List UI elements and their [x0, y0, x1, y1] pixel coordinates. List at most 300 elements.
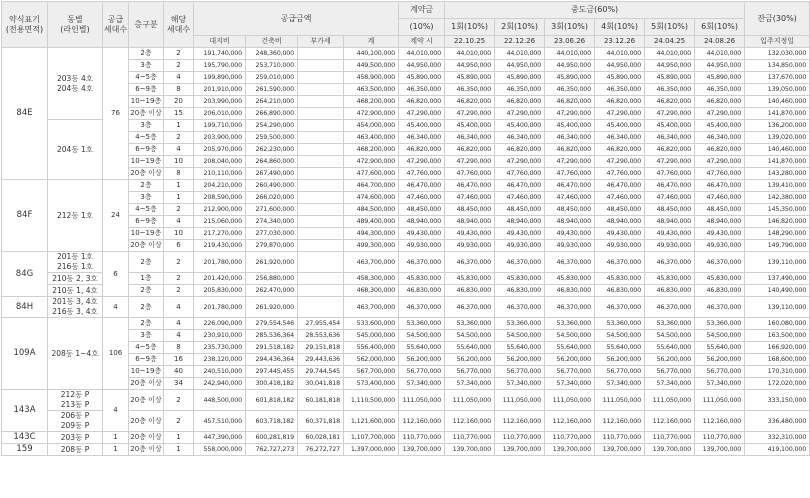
floor-cell: 20층 이상 — [129, 168, 164, 180]
contract-cell: 45,890,000 — [399, 72, 445, 84]
middle-6-cell: 46,370,000 — [695, 297, 745, 318]
land-price-cell: 212,900,000 — [194, 204, 246, 216]
contract-cell: 57,340,000 — [399, 378, 445, 390]
land-price-cell: 203,900,000 — [194, 132, 246, 144]
middle-4-cell: 47,760,000 — [595, 168, 645, 180]
middle-5-cell: 44,010,000 — [645, 48, 695, 60]
dong-line-text: 203동 4호 — [57, 73, 93, 83]
middle-4-cell: 45,400,000 — [595, 120, 645, 132]
middle-3-cell: 57,340,000 — [545, 378, 595, 390]
households-cell: 15 — [164, 108, 194, 120]
header-contract-pct: (10%) — [399, 19, 445, 36]
middle-2-cell: 111,050,000 — [495, 390, 545, 411]
land-price-cell: 204,210,000 — [194, 180, 246, 192]
total-price-cell: 463,700,000 — [344, 297, 399, 318]
floor-cell: 2층 — [129, 318, 164, 330]
middle-3-cell: 46,820,000 — [545, 96, 595, 108]
building-price-cell: 260,490,000 — [246, 180, 298, 192]
floor-cell: 10~19층 — [129, 156, 164, 168]
middle-2-cell: 56,200,000 — [495, 354, 545, 366]
middle-1-cell: 47,290,000 — [445, 156, 495, 168]
middle-5-cell: 46,370,000 — [645, 252, 695, 273]
land-price-cell: 201,780,000 — [194, 252, 246, 273]
middle-1-cell: 110,770,000 — [445, 432, 495, 444]
households-cell: 8 — [164, 342, 194, 354]
total-price-cell: 463,700,000 — [344, 252, 399, 273]
header-middle-col: 3회(10%) — [545, 19, 595, 36]
dong-line-text: 204동 1호 — [57, 144, 93, 154]
middle-3-cell: 46,350,000 — [545, 84, 595, 96]
households-cell: 4 — [164, 330, 194, 342]
total-price-cell: 1,110,500,000 — [344, 390, 399, 411]
middle-5-cell: 46,820,000 — [645, 144, 695, 156]
header-middle-col: 5회(10%) — [645, 19, 695, 36]
total-price-cell: 468,200,000 — [344, 96, 399, 108]
supply-units-cell: 24 — [103, 180, 129, 252]
middle-1-cell: 56,200,000 — [445, 354, 495, 366]
middle-2-cell: 44,010,000 — [495, 48, 545, 60]
middle-6-cell: 47,760,000 — [695, 168, 745, 180]
vat-cell: 60,028,181 — [298, 432, 344, 444]
contract-cell: 46,350,000 — [399, 84, 445, 96]
middle-6-cell: 46,470,000 — [695, 180, 745, 192]
contract-cell: 45,830,000 — [399, 273, 445, 285]
middle-5-cell: 55,640,000 — [645, 342, 695, 354]
middle-2-cell: 47,760,000 — [495, 168, 545, 180]
total-price-cell: 562,000,000 — [344, 354, 399, 366]
middle-1-cell: 111,050,000 — [445, 390, 495, 411]
header-dong: 동별 (라인별) — [48, 2, 103, 48]
vat-cell — [298, 108, 344, 120]
land-price-cell: 205,830,000 — [194, 285, 246, 297]
households-cell: 4 — [164, 216, 194, 228]
middle-3-cell: 49,430,000 — [545, 228, 595, 240]
contract-cell: 49,430,000 — [399, 228, 445, 240]
building-price-cell: 256,880,000 — [246, 273, 298, 285]
vat-cell — [298, 180, 344, 192]
supply-units-cell: 76 — [103, 48, 129, 180]
middle-5-cell: 46,340,000 — [645, 132, 695, 144]
unit-type-cell: 84G — [2, 252, 48, 297]
middle-3-cell: 47,760,000 — [545, 168, 595, 180]
table-row — [2, 318, 810, 330]
dong-line-text: 206동 P — [60, 411, 90, 420]
middle-1-cell: 48,940,000 — [445, 216, 495, 228]
contract-cell: 46,370,000 — [399, 297, 445, 318]
households-cell: 1 — [164, 432, 194, 444]
balance-cell: 336,480,000 — [745, 411, 810, 432]
middle-6-cell: 46,830,000 — [695, 285, 745, 297]
vat-cell — [298, 192, 344, 204]
vat-cell — [298, 216, 344, 228]
middle-4-cell: 57,340,000 — [595, 378, 645, 390]
middle-6-cell: 57,340,000 — [695, 378, 745, 390]
vat-cell — [298, 120, 344, 132]
table-row — [2, 390, 810, 411]
middle-2-cell: 45,890,000 — [495, 72, 545, 84]
balance-cell: 140,460,000 — [745, 144, 810, 156]
balance-cell: 172,020,000 — [745, 378, 810, 390]
total-price-cell: 464,700,000 — [344, 180, 399, 192]
header-middle-date: 24.04.25 — [645, 36, 695, 48]
balance-cell: 134,850,000 — [745, 60, 810, 72]
middle-5-cell: 53,360,000 — [645, 318, 695, 330]
middle-1-cell: 47,290,000 — [445, 108, 495, 120]
middle-5-cell: 47,760,000 — [645, 168, 695, 180]
middle-4-cell: 44,010,000 — [595, 48, 645, 60]
floor-cell: 2층 — [129, 48, 164, 60]
middle-1-cell: 46,470,000 — [445, 180, 495, 192]
contract-cell: 46,470,000 — [399, 180, 445, 192]
price-table-page — [0, 1, 807, 498]
middle-2-cell: 46,470,000 — [495, 180, 545, 192]
vat-cell: 29,443,636 — [298, 354, 344, 366]
dong-line-text: 208동 1~4호 — [51, 348, 99, 358]
middle-3-cell: 46,370,000 — [545, 297, 595, 318]
building-price-cell: 285,536,364 — [246, 330, 298, 342]
land-price-cell: 240,510,000 — [194, 366, 246, 378]
middle-1-cell: 45,830,000 — [445, 273, 495, 285]
total-price-cell: 556,400,000 — [344, 342, 399, 354]
middle-6-cell: 49,930,000 — [695, 240, 745, 252]
vat-cell — [298, 72, 344, 84]
land-price-cell: 199,890,000 — [194, 72, 246, 84]
middle-2-cell: 46,820,000 — [495, 144, 545, 156]
households-cell: 10 — [164, 156, 194, 168]
supply-units-cell: 4 — [103, 297, 129, 318]
total-price-cell: 474,600,000 — [344, 192, 399, 204]
middle-1-cell: 46,350,000 — [445, 84, 495, 96]
building-price-cell: 266,890,000 — [246, 108, 298, 120]
building-price-cell: 274,340,000 — [246, 216, 298, 228]
floor-cell: 2층 — [129, 285, 164, 297]
middle-3-cell: 45,830,000 — [545, 273, 595, 285]
building-price-cell: 271,600,000 — [246, 204, 298, 216]
middle-4-cell: 45,830,000 — [595, 273, 645, 285]
middle-1-cell: 46,820,000 — [445, 96, 495, 108]
middle-6-cell: 47,290,000 — [695, 108, 745, 120]
households-cell: 4 — [164, 72, 194, 84]
contract-cell: 46,820,000 — [399, 96, 445, 108]
land-price-cell: 205,970,000 — [194, 144, 246, 156]
unit-type-cell: 84H — [2, 297, 48, 318]
header-households: 해당 세대수 — [164, 2, 194, 48]
middle-2-cell: 53,360,000 — [495, 318, 545, 330]
middle-6-cell: 46,370,000 — [695, 252, 745, 273]
land-price-cell: 242,940,000 — [194, 378, 246, 390]
middle-2-cell: 46,370,000 — [495, 252, 545, 273]
households-cell: 2 — [164, 204, 194, 216]
floor-cell: 20층 이상 — [129, 390, 164, 411]
middle-2-cell: 110,770,000 — [495, 432, 545, 444]
middle-6-cell: 48,940,000 — [695, 216, 745, 228]
contract-cell: 48,450,000 — [399, 204, 445, 216]
balance-cell: 141,870,000 — [745, 108, 810, 120]
households-cell: 8 — [164, 84, 194, 96]
middle-6-cell: 54,500,000 — [695, 330, 745, 342]
middle-5-cell: 45,400,000 — [645, 120, 695, 132]
vat-cell: 60,181,818 — [298, 390, 344, 411]
middle-2-cell: 48,940,000 — [495, 216, 545, 228]
balance-cell: 168,600,000 — [745, 354, 810, 366]
total-price-cell: 440,100,000 — [344, 48, 399, 60]
unit-type-cell: 143A — [2, 390, 48, 432]
middle-6-cell: 111,050,000 — [695, 390, 745, 411]
middle-2-cell: 45,400,000 — [495, 120, 545, 132]
land-price-cell: 217,270,000 — [194, 228, 246, 240]
middle-1-cell: 47,460,000 — [445, 192, 495, 204]
middle-5-cell: 45,890,000 — [645, 72, 695, 84]
balance-cell: 132,030,000 — [745, 48, 810, 60]
land-price-cell: 203,990,000 — [194, 96, 246, 108]
middle-3-cell: 54,500,000 — [545, 330, 595, 342]
table-row — [2, 432, 810, 444]
unit-type-cell: 159 — [2, 444, 48, 456]
households-cell: 16 — [164, 354, 194, 366]
middle-4-cell: 55,640,000 — [595, 342, 645, 354]
dong-line-text: 213동 P — [60, 400, 90, 409]
total-price-cell: 499,300,000 — [344, 240, 399, 252]
middle-4-cell: 46,470,000 — [595, 180, 645, 192]
balance-cell: 140,460,000 — [745, 96, 810, 108]
land-price-cell: 226,090,000 — [194, 318, 246, 330]
land-price-cell: 195,790,000 — [194, 60, 246, 72]
total-price-cell: 1,121,600,000 — [344, 411, 399, 432]
vat-cell — [298, 144, 344, 156]
middle-5-cell: 54,500,000 — [645, 330, 695, 342]
dong-line-cell — [48, 297, 103, 318]
unit-type-cell: 109A — [2, 318, 48, 390]
table-row — [2, 48, 810, 60]
middle-4-cell: 53,360,000 — [595, 318, 645, 330]
middle-2-cell: 46,340,000 — [495, 132, 545, 144]
land-price-cell: 201,420,000 — [194, 273, 246, 285]
header-vat: 부가세 — [298, 36, 344, 48]
middle-4-cell: 49,930,000 — [595, 240, 645, 252]
contract-cell: 46,340,000 — [399, 132, 445, 144]
middle-4-cell: 46,830,000 — [595, 285, 645, 297]
floor-cell: 20층 이상 — [129, 240, 164, 252]
contract-cell: 46,830,000 — [399, 285, 445, 297]
building-price-cell: 253,710,000 — [246, 60, 298, 72]
households-cell: 34 — [164, 378, 194, 390]
land-price-cell: 210,110,000 — [194, 168, 246, 180]
vat-cell: 28,553,636 — [298, 330, 344, 342]
total-price-cell: 449,500,000 — [344, 60, 399, 72]
middle-3-cell: 139,700,000 — [545, 444, 595, 456]
dong-line-text: 216동 1호 — [57, 262, 93, 271]
middle-2-cell: 47,290,000 — [495, 108, 545, 120]
total-price-cell: 468,200,000 — [344, 144, 399, 156]
supply-units-cell: 4 — [103, 390, 129, 432]
dong-line-cell — [48, 48, 103, 120]
land-price-cell: 191,740,000 — [194, 48, 246, 60]
vat-cell — [298, 204, 344, 216]
middle-3-cell: 47,460,000 — [545, 192, 595, 204]
supply-units-cell: 6 — [103, 252, 129, 297]
vat-cell — [298, 132, 344, 144]
contract-cell: 46,370,000 — [399, 252, 445, 273]
balance-cell: 146,820,000 — [745, 216, 810, 228]
floor-cell: 4~5층 — [129, 342, 164, 354]
land-price-cell: 208,040,000 — [194, 156, 246, 168]
balance-cell: 332,310,000 — [745, 432, 810, 444]
households-cell: 1 — [164, 180, 194, 192]
middle-6-cell: 47,290,000 — [695, 156, 745, 168]
households-cell: 2 — [164, 60, 194, 72]
middle-6-cell: 48,450,000 — [695, 204, 745, 216]
dong-line-cell — [48, 252, 103, 273]
middle-5-cell: 47,290,000 — [645, 108, 695, 120]
header-middle-col: 6회(10%) — [695, 19, 745, 36]
total-price-cell: 573,400,000 — [344, 378, 399, 390]
middle-3-cell: 56,200,000 — [545, 354, 595, 366]
contract-cell: 139,700,000 — [399, 444, 445, 456]
land-price-cell: 201,780,000 — [194, 297, 246, 318]
middle-1-cell: 112,160,000 — [445, 411, 495, 432]
table-row — [2, 297, 810, 318]
header-middle-date: 23.06.26 — [545, 36, 595, 48]
table-body — [2, 48, 810, 456]
contract-cell: 47,760,000 — [399, 168, 445, 180]
table-header — [2, 2, 810, 48]
middle-4-cell: 45,890,000 — [595, 72, 645, 84]
vat-cell: 29,151,818 — [298, 342, 344, 354]
dong-line-text: 210동 2, 3호 — [52, 273, 98, 283]
building-price-cell: 291,518,182 — [246, 342, 298, 354]
middle-4-cell: 111,050,000 — [595, 390, 645, 411]
middle-1-cell: 46,370,000 — [445, 297, 495, 318]
middle-1-cell: 45,890,000 — [445, 72, 495, 84]
dong-line-cell — [48, 180, 103, 252]
balance-cell: 419,100,000 — [745, 444, 810, 456]
header-balance-when: 입주지정일 — [745, 36, 810, 48]
contract-cell: 48,940,000 — [399, 216, 445, 228]
balance-cell: 139,050,000 — [745, 84, 810, 96]
middle-6-cell: 110,770,000 — [695, 432, 745, 444]
header-balance: 잔금(30%) — [745, 2, 810, 36]
floor-cell: 20층 이상 — [129, 411, 164, 432]
floor-cell: 6~9층 — [129, 216, 164, 228]
balance-cell: 136,200,000 — [745, 120, 810, 132]
balance-cell: 149,790,000 — [745, 240, 810, 252]
building-price-cell: 300,418,182 — [246, 378, 298, 390]
floor-cell: 2층 — [129, 252, 164, 273]
households-cell: 6 — [164, 240, 194, 252]
middle-6-cell: 139,700,000 — [695, 444, 745, 456]
building-price-cell: 261,920,000 — [246, 252, 298, 273]
building-price-cell: 279,870,000 — [246, 240, 298, 252]
contract-cell: 111,050,000 — [399, 390, 445, 411]
supply-units-cell: 1 — [103, 432, 129, 444]
floor-cell: 4~5층 — [129, 72, 164, 84]
middle-5-cell: 46,820,000 — [645, 96, 695, 108]
middle-5-cell: 111,050,000 — [645, 390, 695, 411]
contract-cell: 46,820,000 — [399, 144, 445, 156]
dong-line-text: 201동 1호 — [57, 252, 93, 261]
vat-cell: 27,955,454 — [298, 318, 344, 330]
middle-3-cell: 45,890,000 — [545, 72, 595, 84]
middle-3-cell: 44,950,000 — [545, 60, 595, 72]
floor-cell: 4~5층 — [129, 204, 164, 216]
header-units: 공급 세대수 — [103, 2, 129, 48]
total-price-cell: 468,300,000 — [344, 285, 399, 297]
middle-3-cell: 55,640,000 — [545, 342, 595, 354]
middle-2-cell: 47,460,000 — [495, 192, 545, 204]
dong-line-text: 203동 P — [60, 432, 90, 442]
households-cell: 2 — [164, 285, 194, 297]
middle-1-cell: 49,430,000 — [445, 228, 495, 240]
middle-2-cell: 46,820,000 — [495, 96, 545, 108]
total-price-cell: 463,500,000 — [344, 84, 399, 96]
middle-6-cell: 49,430,000 — [695, 228, 745, 240]
balance-cell: 140,490,000 — [745, 285, 810, 297]
contract-cell: 45,400,000 — [399, 120, 445, 132]
dong-line-text: 212동 1호 — [57, 210, 93, 220]
balance-cell: 143,280,000 — [745, 168, 810, 180]
middle-1-cell: 47,760,000 — [445, 168, 495, 180]
middle-2-cell: 46,350,000 — [495, 84, 545, 96]
middle-5-cell: 44,950,000 — [645, 60, 695, 72]
middle-2-cell: 139,700,000 — [495, 444, 545, 456]
floor-cell: 6~9층 — [129, 144, 164, 156]
middle-3-cell: 47,290,000 — [545, 156, 595, 168]
building-price-cell: 277,030,000 — [246, 228, 298, 240]
floor-cell: 20층 이상 — [129, 378, 164, 390]
contract-cell: 110,770,000 — [399, 432, 445, 444]
middle-4-cell: 48,450,000 — [595, 204, 645, 216]
middle-4-cell: 54,500,000 — [595, 330, 645, 342]
land-price-cell: 201,910,000 — [194, 84, 246, 96]
dong-line-text: 210동 1, 4호 — [52, 285, 98, 295]
header-middle-col: 4회(10%) — [595, 19, 645, 36]
unit-type-cell: 84E — [2, 48, 48, 180]
middle-4-cell: 46,820,000 — [595, 144, 645, 156]
middle-5-cell: 57,340,000 — [645, 378, 695, 390]
middle-2-cell: 112,160,000 — [495, 411, 545, 432]
middle-5-cell: 47,290,000 — [645, 156, 695, 168]
building-price-cell: 254,290,000 — [246, 120, 298, 132]
balance-cell: 139,410,000 — [745, 180, 810, 192]
middle-3-cell: 46,820,000 — [545, 144, 595, 156]
header-middle-date: 23.12.26 — [595, 36, 645, 48]
building-price-cell: 603,718,182 — [246, 411, 298, 432]
land-price-cell: 447,390,000 — [194, 432, 246, 444]
households-cell: 2 — [164, 48, 194, 60]
middle-3-cell: 45,400,000 — [545, 120, 595, 132]
households-cell: 4 — [164, 297, 194, 318]
vat-cell — [298, 84, 344, 96]
households-cell: 2 — [164, 411, 194, 432]
building-price-cell: 266,020,000 — [246, 192, 298, 204]
supply-units-cell: 1 — [103, 444, 129, 456]
middle-2-cell: 46,830,000 — [495, 285, 545, 297]
middle-6-cell: 53,360,000 — [695, 318, 745, 330]
balance-cell: 148,290,000 — [745, 228, 810, 240]
middle-6-cell: 46,340,000 — [695, 132, 745, 144]
land-price-cell: 238,120,000 — [194, 354, 246, 366]
middle-2-cell: 47,290,000 — [495, 156, 545, 168]
middle-4-cell: 47,290,000 — [595, 108, 645, 120]
middle-4-cell: 46,370,000 — [595, 297, 645, 318]
dong-line-cell — [48, 411, 103, 432]
contract-cell: 56,770,000 — [399, 366, 445, 378]
land-price-cell: 208,590,000 — [194, 192, 246, 204]
middle-1-cell: 45,400,000 — [445, 120, 495, 132]
contract-cell: 53,360,000 — [399, 318, 445, 330]
total-price-cell: 545,000,000 — [344, 330, 399, 342]
middle-5-cell: 56,200,000 — [645, 354, 695, 366]
